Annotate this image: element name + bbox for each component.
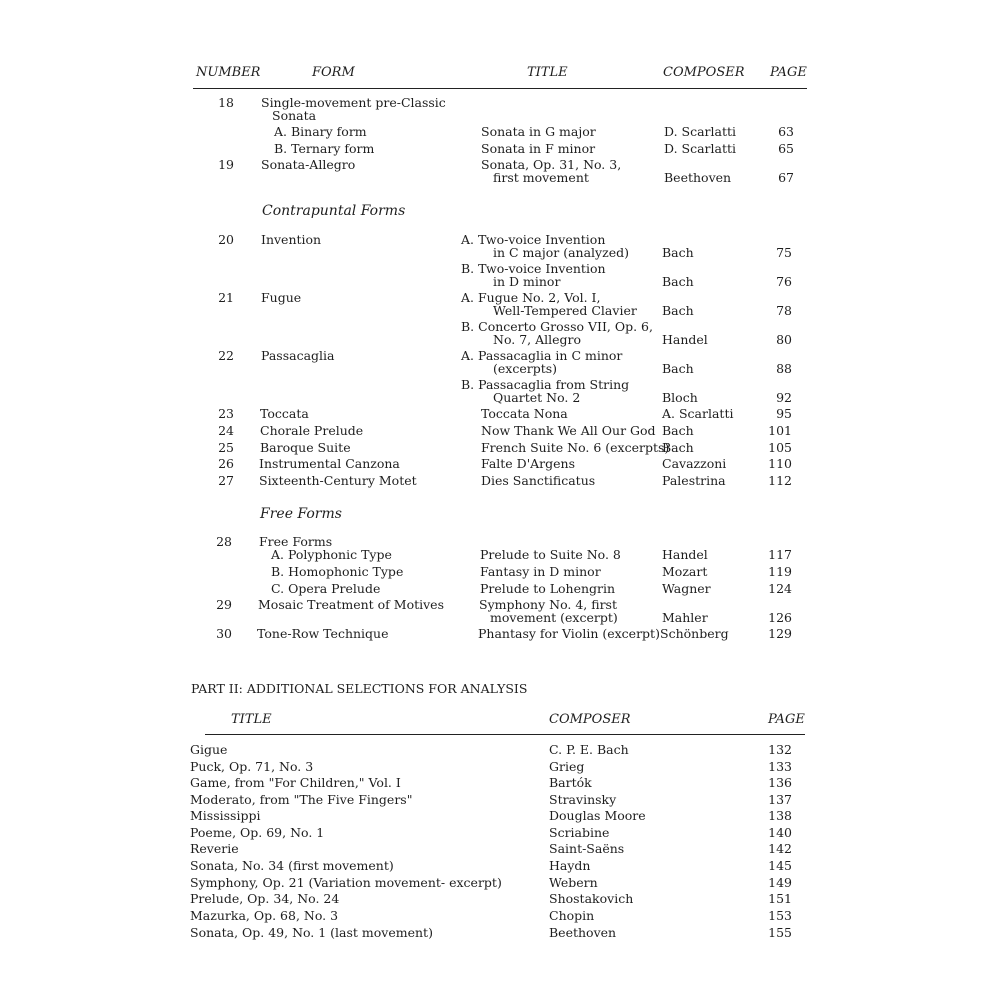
row-page: 75: [776, 245, 792, 260]
row-number: 24: [218, 423, 234, 438]
row-form: Free Forms: [259, 534, 333, 549]
part2-row-composer: Scriabine: [549, 825, 610, 840]
row-title: Dies Sanctificatus: [481, 473, 596, 488]
row-form: Mosaic Treatment of Motives: [258, 597, 444, 612]
row-title-cont: No. 7, Allegro: [493, 332, 582, 347]
row-page: 110: [768, 456, 792, 471]
row-form: B. Ternary form: [274, 141, 375, 156]
row-title: B. Two-voice Invention: [461, 261, 606, 276]
row-composer: Bach: [662, 274, 694, 289]
row-page: 78: [776, 303, 792, 318]
row-form: Tone-Row Technique: [257, 626, 389, 641]
row-composer: Beethoven: [664, 170, 732, 185]
row-page: 76: [776, 274, 792, 289]
row-page: 129: [768, 626, 792, 641]
part2-row-page: 140: [768, 825, 792, 840]
part2-heading: PART II: ADDITIONAL SELECTIONS FOR ANALYSIS: [191, 681, 528, 696]
row-composer: Bach: [662, 303, 694, 318]
row-title-cont: first movement: [493, 170, 589, 185]
part2-row-page: 145: [768, 858, 792, 873]
row-number: 29: [216, 597, 232, 612]
row-page: 67: [778, 170, 794, 185]
row-page: 105: [768, 440, 792, 455]
row-title: B. Passacaglia from String: [461, 377, 630, 392]
row-title: Symphony No. 4, first: [479, 597, 617, 612]
row-title: A. Two-voice Invention: [461, 232, 606, 247]
part2-header-composer: COMPOSER: [549, 712, 631, 727]
row-title-cont: in D minor: [493, 274, 561, 289]
row-page: 88: [776, 361, 792, 376]
row-composer: Palestrina: [662, 473, 726, 488]
row-title: Now Thank We All Our God: [481, 423, 656, 438]
row-number: 26: [218, 456, 234, 471]
row-title: B. Concerto Grosso VII, Op. 6,: [461, 319, 653, 334]
row-composer: Handel: [662, 332, 708, 347]
row-title: A. Passacaglia in C minor: [461, 348, 623, 363]
row-composer: Schönberg: [660, 626, 729, 641]
row-number: 22: [218, 348, 234, 363]
part2-row-title: Symphony, Op. 21 (Variation movement- excerpt): [190, 875, 502, 890]
row-page: 65: [778, 141, 794, 156]
row-form: Fugue: [261, 290, 302, 305]
row-composer: Mozart: [662, 564, 708, 579]
row-title: Sonata in F minor: [481, 141, 596, 156]
row-title-cont: in C major (analyzed): [493, 245, 629, 260]
row-title-cont: Well-Tempered Clavier: [493, 303, 637, 318]
part2-row-title: Puck, Op. 71, No. 3: [190, 759, 314, 774]
row-form: A. Binary form: [274, 124, 367, 139]
part2-row-composer: Beethoven: [549, 925, 617, 940]
part2-header-page: PAGE: [768, 712, 805, 727]
row-form: B. Homophonic Type: [271, 564, 404, 579]
row-title: Toccata Nona: [481, 406, 568, 421]
section-heading-free: Free Forms: [260, 506, 342, 522]
row-composer: Bach: [662, 361, 694, 376]
row-number: 27: [218, 473, 234, 488]
row-title-cont: Quartet No. 2: [493, 390, 581, 405]
row-form: Instrumental Canzona: [259, 456, 400, 471]
part2-row-composer: Webern: [549, 875, 598, 890]
row-number: 30: [216, 626, 232, 641]
row-form: A. Polyphonic Type: [271, 547, 392, 562]
part2-row-page: 155: [768, 925, 792, 940]
row-number: 20: [218, 232, 234, 247]
part2-row-title: Prelude, Op. 34, No. 24: [190, 891, 340, 906]
part2-row-page: 133: [768, 759, 792, 774]
header-title: TITLE: [527, 65, 568, 80]
row-page: 126: [768, 610, 792, 625]
row-form: Sixteenth-Century Motet: [259, 473, 417, 488]
row-page: 124: [768, 581, 792, 596]
part2-row-page: 153: [768, 908, 792, 923]
part2-row-page: 137: [768, 792, 792, 807]
part2-row-composer: Grieg: [549, 759, 585, 774]
row-composer: Handel: [662, 547, 708, 562]
part2-row-title: Gigue: [190, 742, 228, 757]
row-title: Phantasy for Violin (excerpt): [478, 626, 660, 641]
header-number: NUMBER: [196, 65, 261, 80]
part2-row-page: 132: [768, 742, 792, 757]
part2-row-title: Mississippi: [190, 808, 261, 823]
part2-row-composer: Shostakovich: [549, 891, 634, 906]
row-form: Passacaglia: [261, 348, 335, 363]
part2-row-title: Sonata, Op. 49, No. 1 (last movement): [190, 925, 433, 940]
row-composer: D. Scarlatti: [664, 141, 737, 156]
row-page: 63: [778, 124, 794, 139]
row-form: Sonata-Allegro: [261, 157, 356, 172]
part2-header-rule: [205, 734, 805, 735]
row-page: 119: [768, 564, 792, 579]
part2-row-title: Sonata, No. 34 (first movement): [190, 858, 394, 873]
part2-row-page: 136: [768, 775, 792, 790]
row-title-cont: (excerpts): [493, 361, 558, 376]
row-composer: Wagner: [662, 581, 711, 596]
row-title: Sonata in G major: [481, 124, 596, 139]
row-composer: Bach: [662, 245, 694, 260]
row-number: 21: [218, 290, 234, 305]
row-form-cont: Sonata: [272, 108, 317, 123]
row-composer: Mahler: [662, 610, 708, 625]
row-page: 95: [776, 406, 792, 421]
part2-row-composer: Bartók: [549, 775, 592, 790]
section-heading-contrapuntal: Contrapuntal Forms: [262, 203, 406, 219]
row-composer: D. Scarlatti: [664, 124, 737, 139]
header-rule: [193, 88, 807, 89]
row-page: 117: [768, 547, 792, 562]
part2-row-title: Game, from "For Children," Vol. I: [190, 775, 401, 790]
part2-row-composer: Haydn: [549, 858, 591, 873]
row-composer: A. Scarlatti: [662, 406, 734, 421]
row-form: Chorale Prelude: [260, 423, 364, 438]
row-title: French Suite No. 6 (excerpts): [481, 440, 670, 455]
row-title: Falte D'Argens: [481, 456, 575, 471]
row-composer: Cavazzoni: [662, 456, 727, 471]
part2-row-title: Moderato, from "The Five Fingers": [190, 792, 413, 807]
row-form: Invention: [261, 232, 322, 247]
part2-row-page: 149: [768, 875, 792, 890]
row-title: Prelude to Lohengrin: [480, 581, 616, 596]
part2-row-composer: Chopin: [549, 908, 595, 923]
row-page: 101: [768, 423, 792, 438]
part2-row-page: 142: [768, 841, 792, 856]
row-page: 80: [776, 332, 792, 347]
part2-row-title: Poeme, Op. 69, No. 1: [190, 825, 325, 840]
part2-row-composer: Douglas Moore: [549, 808, 646, 823]
header-page: PAGE: [770, 65, 807, 80]
row-form: C. Opera Prelude: [271, 581, 381, 596]
header-form: FORM: [312, 65, 355, 80]
row-number: 25: [218, 440, 234, 455]
row-number: 19: [218, 157, 234, 172]
part2-header-title: TITLE: [231, 712, 272, 727]
row-page: 92: [776, 390, 792, 405]
row-title-cont: movement (excerpt): [490, 610, 618, 625]
part2-row-composer: C. P. E. Bach: [549, 742, 629, 757]
row-composer: Bach: [662, 423, 694, 438]
part2-row-composer: Stravinsky: [549, 792, 617, 807]
row-form: Toccata: [260, 406, 309, 421]
row-title: Sonata, Op. 31, No. 3,: [481, 157, 622, 172]
part2-row-title: Reverie: [190, 841, 239, 856]
row-number: 28: [216, 534, 232, 549]
row-composer: Bloch: [662, 390, 698, 405]
row-form: Baroque Suite: [260, 440, 351, 455]
row-title: Fantasy in D minor: [480, 564, 601, 579]
header-composer: COMPOSER: [663, 65, 745, 80]
row-page: 112: [768, 473, 792, 488]
part2-row-composer: Saint-Saëns: [549, 841, 625, 856]
part2-row-page: 151: [768, 891, 792, 906]
row-composer: Bach: [662, 440, 694, 455]
row-title: Prelude to Suite No. 8: [480, 547, 621, 562]
row-number: 18: [218, 95, 234, 110]
row-form: Single-movement pre-Classic: [261, 95, 446, 110]
part2-row-title: Mazurka, Op. 68, No. 3: [190, 908, 339, 923]
part2-row-page: 138: [768, 808, 792, 823]
row-number: 23: [218, 406, 234, 421]
row-title: A. Fugue No. 2, Vol. I,: [461, 290, 601, 305]
